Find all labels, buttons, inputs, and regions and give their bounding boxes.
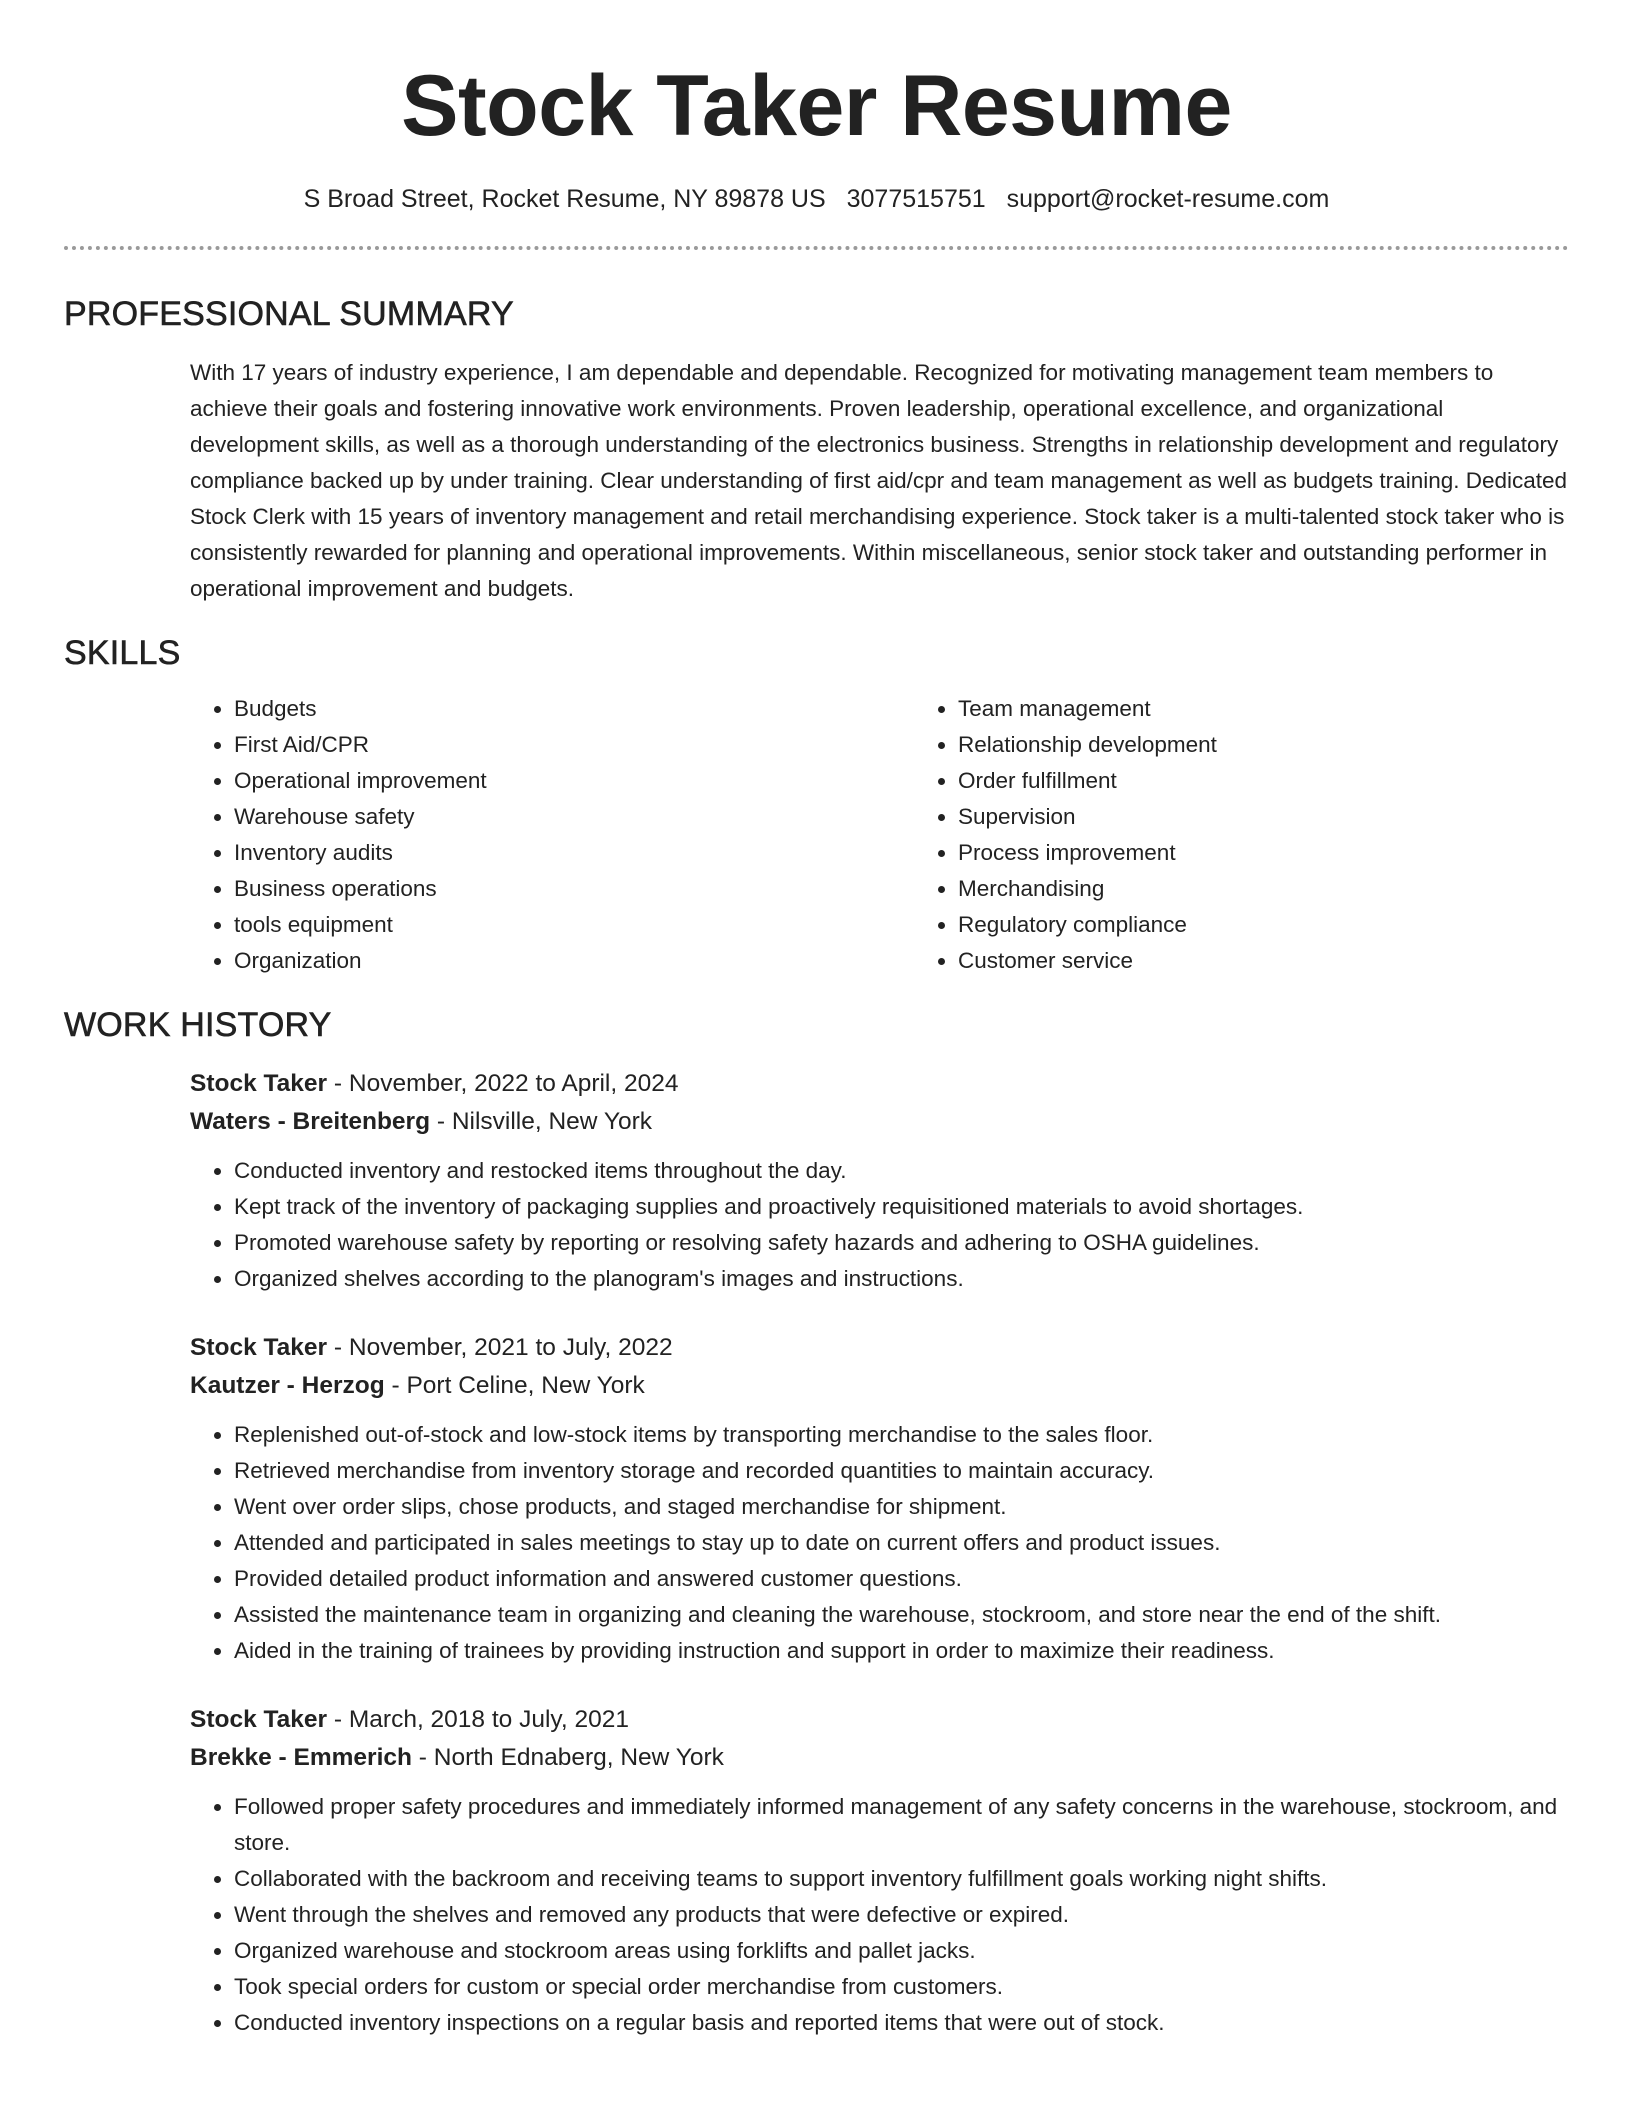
skills-list: [190, 691, 1569, 979]
job-bullets: [190, 1153, 1569, 1297]
skill-item: • Inventory audits: [234, 835, 914, 871]
job-bullets: [190, 1789, 1569, 2041]
summary-text: With 17 years of industry experience, I am dependable and dependable. Recognized for motivating management team members to achieve their goals and fostering innovative work environments. Proven leadership, operational excellence, and organizational development skills, as well as a thorough understanding of the electronics business. Strengths in relationship development and regulatory compliance backed up by under training. Clear understanding of first aid/cpr and team management as well as budgets training. Dedicated Stock Clerk with 15 years of inventory management and retail merchandising experience. Stock taker is a multi-talented stock taker who is consistently rewarded for planning and operational improvements. Within miscellaneous, senior stock taker and outstanding performer in operational improvement and budgets.: [190, 360, 1568, 601]
skill-item: • First Aid/CPR: [234, 727, 914, 763]
job-title-line: Stock Taker - November, 2022 to April, 2024: [190, 1070, 679, 1097]
job-title: Stock Taker: [190, 1334, 328, 1361]
job-bullet: • Retrieved merchandise from inventory storage and recorded quantities to maintain accuracy.: [234, 1453, 1569, 1489]
job-bullet: • Went through the shelves and removed any products that were defective or expired.: [234, 1897, 1569, 1933]
job-title: Stock Taker: [190, 1706, 328, 1733]
resume-page: [64, 0, 1569, 2041]
header-divider: [64, 246, 1569, 250]
work-history-heading: WORK HISTORY: [64, 1006, 332, 1044]
job-bullet: • Followed proper safety procedures and immediately informed management of any safety concerns in the warehouse, stockroom, and store.: [234, 1789, 1569, 1861]
job-entry: [190, 1701, 1569, 2041]
contact-line: [64, 182, 1569, 216]
job-title-line: Stock Taker - November, 2021 to July, 2022: [190, 1334, 673, 1361]
job-entry: [190, 1329, 1569, 1669]
job-bullets: [190, 1417, 1569, 1669]
job-company: Brekke - Emmerich: [190, 1744, 412, 1771]
job-bullet: • Replenished out-of-stock and low-stock items by transporting merchandise to the sales floor.: [234, 1417, 1569, 1453]
job-bullet: • Aided in the training of trainees by providing instruction and support in order to maximize their readiness.: [234, 1633, 1569, 1669]
skill-item: • Budgets: [234, 691, 914, 727]
skill-item: • Warehouse safety: [234, 799, 914, 835]
job-bullet: • Assisted the maintenance team in organizing and cleaning the warehouse, stockroom, and store near the end of the shift.: [234, 1597, 1569, 1633]
skill-item: • tools equipment: [234, 907, 914, 943]
contact-email: support@rocket-resume.com: [1006, 185, 1330, 213]
skill-item: • Organization: [234, 943, 914, 979]
job-company-line: Kautzer - Herzog - Port Celine, New York: [190, 1372, 645, 1399]
job-title: Stock Taker: [190, 1070, 328, 1097]
job-dates: November, 2021 to July, 2022: [348, 1334, 673, 1361]
job-title-line: Stock Taker - March, 2018 to July, 2021: [190, 1706, 629, 1733]
skill-item: • Relationship development: [958, 727, 1217, 763]
job-bullet: • Collaborated with the backroom and receiving teams to support inventory fulfillment goals working night shifts.: [234, 1861, 1569, 1897]
job-dates: November, 2022 to April, 2024: [348, 1070, 679, 1097]
skill-item: • Merchandising: [958, 871, 1217, 907]
job-location: Port Celine, New York: [406, 1372, 645, 1399]
job-company: Waters - Breitenberg: [190, 1108, 431, 1135]
job-bullet: • Conducted inventory inspections on a regular basis and reported items that were out of stock.: [234, 2005, 1569, 2041]
summary-section: [190, 355, 1569, 607]
job-bullet: • Promoted warehouse safety by reporting or resolving safety hazards and adhering to OSHA guidelines.: [234, 1225, 1569, 1261]
skill-item: • Customer service: [958, 943, 1217, 979]
contact-phone: 3077515751: [846, 185, 986, 213]
job-company-line: Waters - Breitenberg - Nilsville, New York: [190, 1108, 652, 1135]
skills-column-right: [914, 691, 1217, 979]
job-dates: March, 2018 to July, 2021: [348, 1706, 629, 1733]
skill-item: • Team management: [958, 691, 1217, 727]
skills-column-left: [190, 691, 914, 979]
skill-item: • Process improvement: [958, 835, 1217, 871]
skills-heading: SKILLS: [64, 634, 181, 672]
skill-item: • Operational improvement: [234, 763, 914, 799]
job-bullet: • Attended and participated in sales meetings to stay up to date on current offers and product issues.: [234, 1525, 1569, 1561]
job-company-line: Brekke - Emmerich - North Ednaberg, New York: [190, 1744, 724, 1771]
job-entry: [190, 1065, 1569, 1297]
skill-item: • Regulatory compliance: [958, 907, 1217, 943]
job-bullet: • Conducted inventory and restocked items throughout the day.: [234, 1153, 1569, 1189]
job-bullet: • Organized warehouse and stockroom areas using forklifts and pallet jacks.: [234, 1933, 1569, 1969]
job-location: North Ednaberg, New York: [433, 1744, 724, 1771]
skill-item: • Order fulfillment: [958, 763, 1217, 799]
job-company: Kautzer - Herzog: [190, 1372, 385, 1399]
summary-heading: PROFESSIONAL SUMMARY: [64, 295, 514, 333]
job-bullet: • Kept track of the inventory of packaging supplies and proactively requisitioned materials to avoid shortages.: [234, 1189, 1569, 1225]
job-bullet: • Organized shelves according to the planogram's images and instructions.: [234, 1261, 1569, 1297]
job-bullet: • Went over order slips, chose products, and staged merchandise for shipment.: [234, 1489, 1569, 1525]
contact-address: S Broad Street, Rocket Resume, NY 89878 US: [303, 185, 826, 213]
job-bullet: • Took special orders for custom or special order merchandise from customers.: [234, 1969, 1569, 2005]
skill-item: • Business operations: [234, 871, 914, 907]
job-bullet: • Provided detailed product information and answered customer questions.: [234, 1561, 1569, 1597]
skill-item: • Supervision: [958, 799, 1217, 835]
page-title: Stock Taker Resume: [401, 58, 1232, 154]
job-location: Nilsville, New York: [451, 1108, 652, 1135]
